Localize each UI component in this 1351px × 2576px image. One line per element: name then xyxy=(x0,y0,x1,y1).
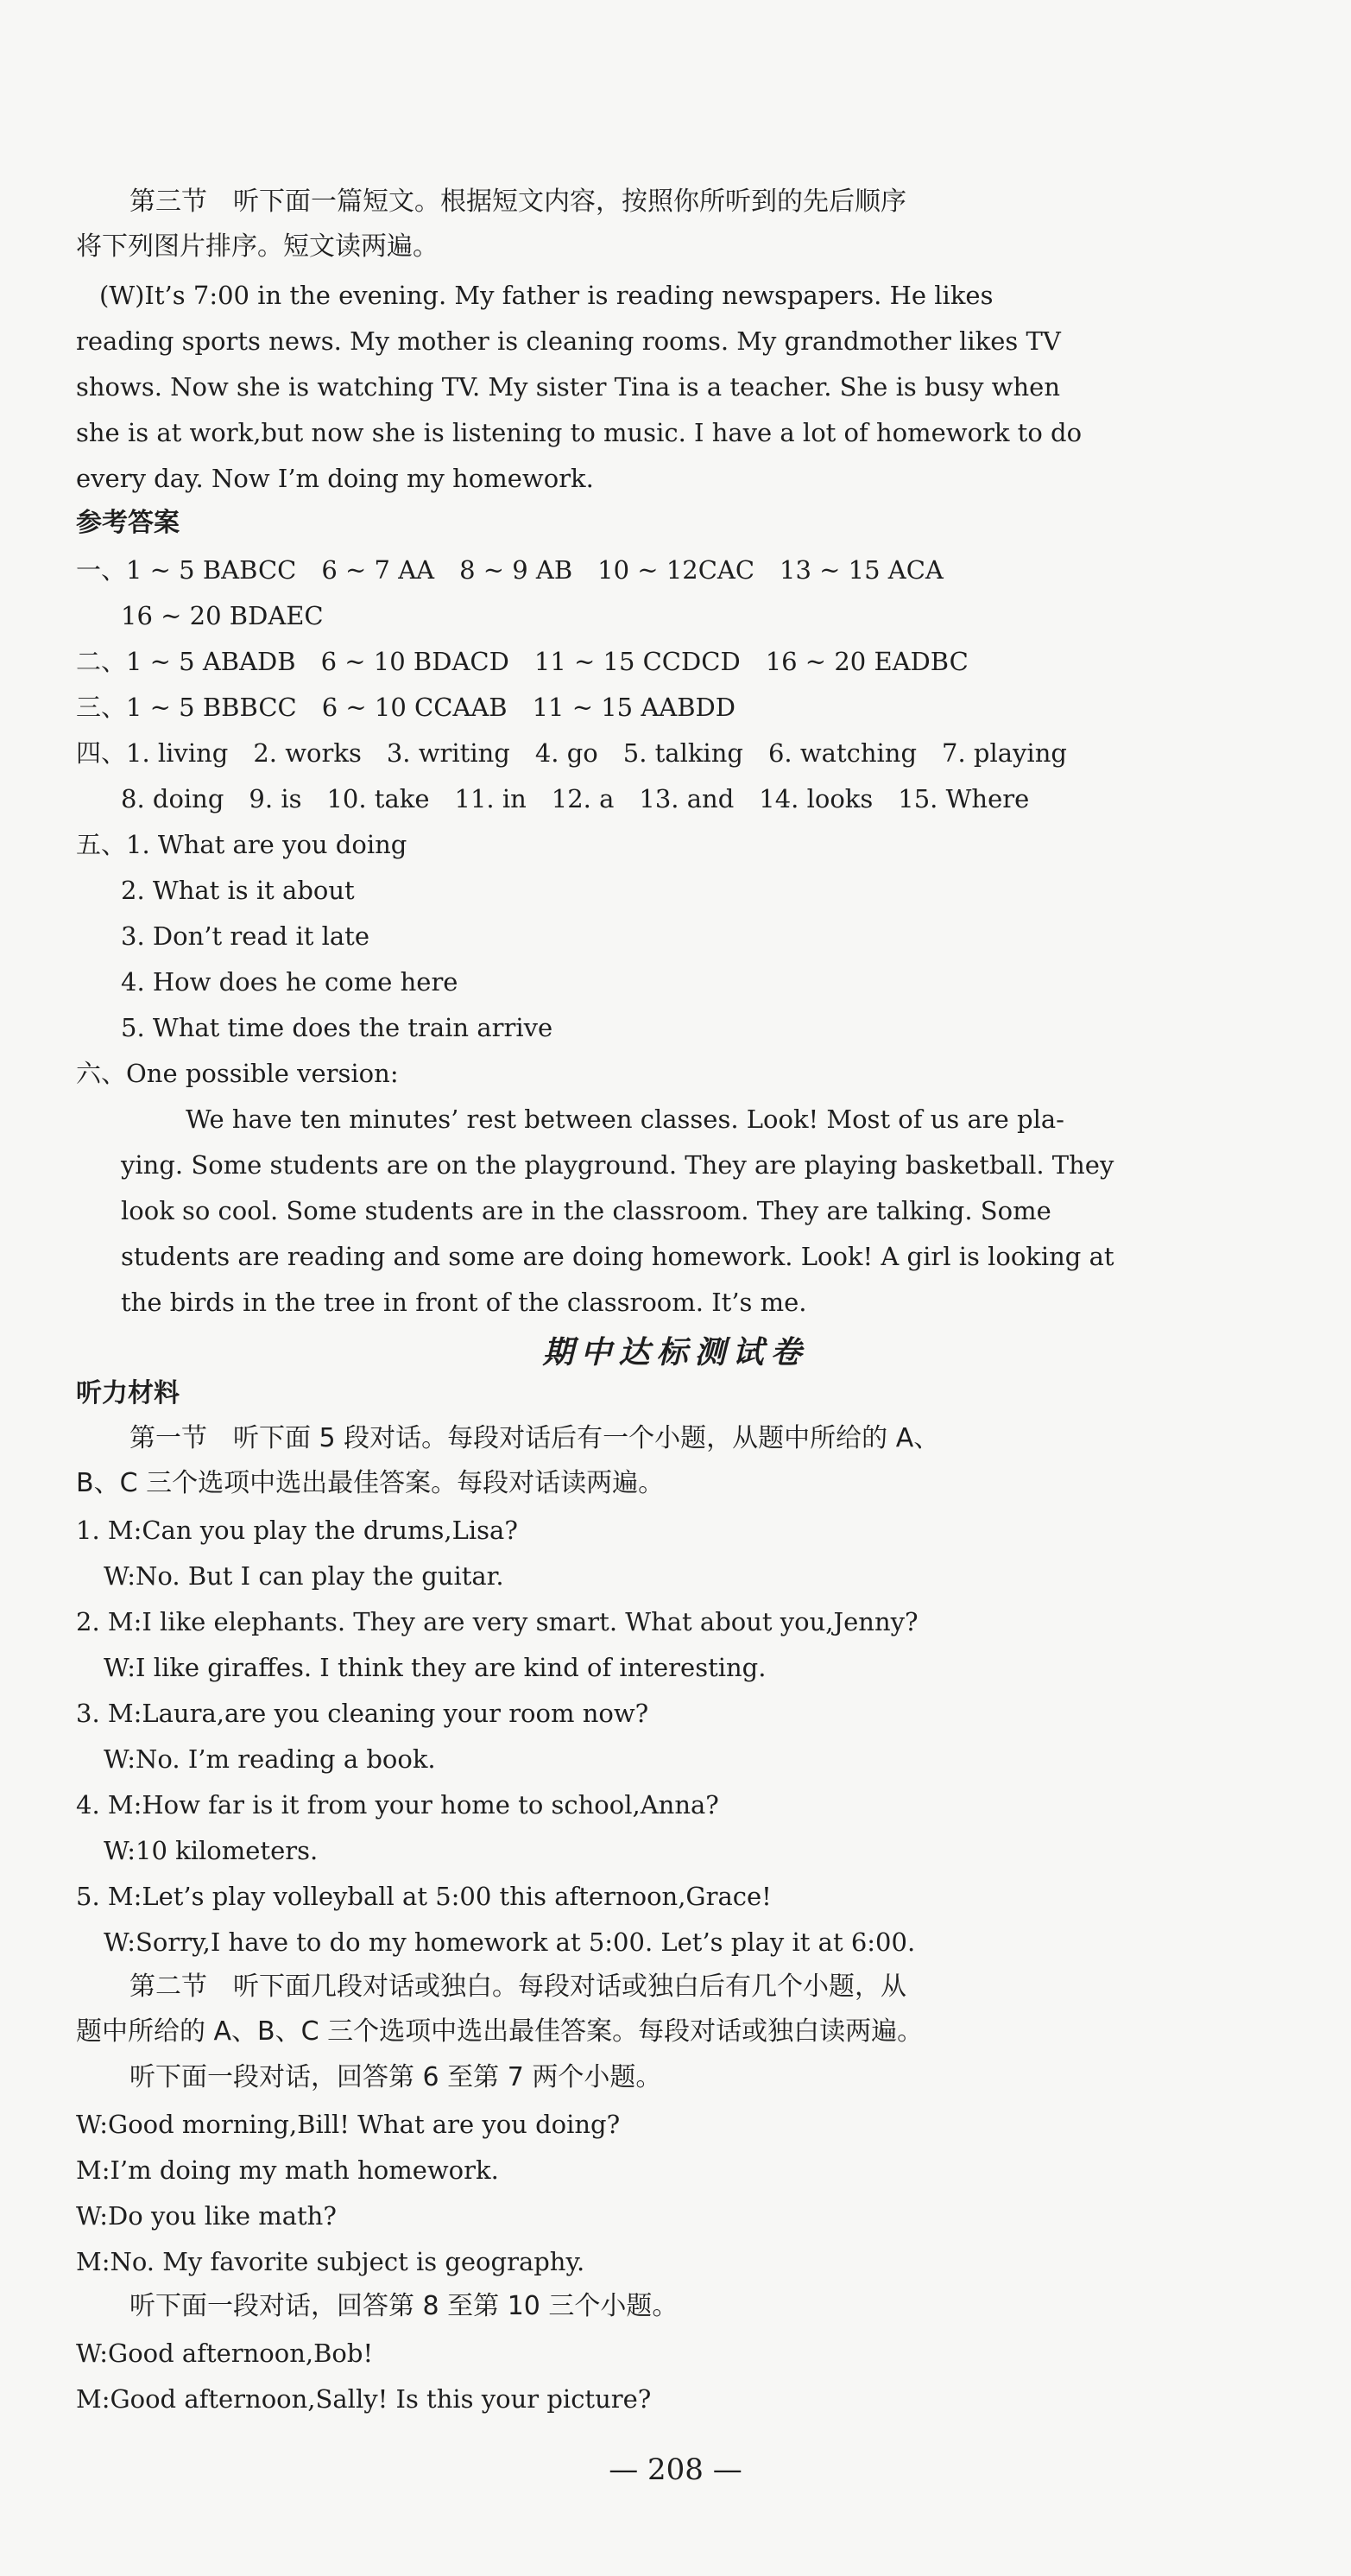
dialogue-line: 2. M:I like elephants. They are very smart. What about you,Jenny? xyxy=(76,1607,919,1636)
section3-heading-cont: 将下列图片排序。短文读两遍。 xyxy=(76,231,439,262)
dialogue-line: M:No. My favorite subject is geography. xyxy=(76,2247,585,2276)
answer-line: 3. Don’t read it late xyxy=(121,921,369,951)
essay-line: the birds in the tree in front of the classroom. It’s me. xyxy=(121,1288,807,1317)
passage-line: shows. Now she is watching TV. My sister Tina is a teacher. She is busy when xyxy=(76,372,1061,402)
answer-line: 2. What is it about xyxy=(121,876,355,905)
passage-line: reading sports news. My mother is cleaning rooms. My grandmother likes TV xyxy=(76,326,1061,356)
dialogue-line: 3. M:Laura,are you cleaning your room now? xyxy=(76,1699,649,1728)
dialogue-line: W:Good afternoon,Bob! xyxy=(76,2339,374,2368)
essay-line: ying. Some students are on the playground. They are playing basketball. They xyxy=(121,1150,1114,1180)
dialogue-line: 1. M:Can you play the drums,Lisa? xyxy=(76,1516,518,1545)
essay-line: look so cool. Some students are in the classroom. They are talking. Some xyxy=(121,1196,1051,1225)
listening-heading: 听力材料 xyxy=(76,1378,180,1408)
answer-line: 5. What time does the train arrive xyxy=(121,1013,553,1042)
answer-line: 一、1 ~ 5 BABCC 6 ~ 7 AA 8 ~ 9 AB 10 ~ 12CAC 13 ~ 15 ACA xyxy=(76,555,944,585)
midterm-title: 期中达标测试卷 xyxy=(542,1335,809,1370)
dialogue-line: M:I’m doing my math homework. xyxy=(76,2155,499,2185)
answer-line: 六、One possible version: xyxy=(76,1059,399,1088)
part2-heading-cont: 题中所给的 A、B、C 三个选项中选出最佳答案。每段对话或独白读两遍。 xyxy=(76,2016,924,2047)
answers-heading: 参考答案 xyxy=(76,508,180,538)
essay-line: students are reading and some are doing homework. Look! A girl is looking at xyxy=(121,1242,1114,1271)
dialogue-line: W:10 kilometers. xyxy=(104,1836,319,1865)
dialogue-line: W:Do you like math? xyxy=(76,2201,337,2231)
dialogue-line: 5. M:Let’s play volleyball at 5:00 this afternoon,Grace! xyxy=(76,1882,772,1911)
part2-heading: 第二节 听下面几段对话或独白。每段对话或独白后有几个小题，从 xyxy=(129,1972,906,2002)
dialogue-line: W:No. I’m reading a book. xyxy=(104,1744,436,1774)
part1-heading-cont: B、C 三个选项中选出最佳答案。每段对话读两遍。 xyxy=(76,1468,665,1498)
answer-line: 8. doing 9. is 10. take 11. in 12. a 13. and 14. looks 15. Where xyxy=(121,784,1030,813)
passage-line: she is at work,but now she is listening to music. I have a lot of homework to do xyxy=(76,418,1083,447)
answer-line: 16 ~ 20 BDAEC xyxy=(121,601,324,630)
part2-instruction: 听下面一段对话，回答第 8 至第 10 三个小题。 xyxy=(129,2291,679,2321)
answer-line: 五、1. What are you doing xyxy=(76,830,407,859)
dialogue-line: 4. M:How far is it from your home to school,Anna? xyxy=(76,1790,719,1820)
dialogue-line: W:Sorry,I have to do my homework at 5:00. Let’s play it at 6:00. xyxy=(104,1927,916,1957)
passage-line: (W)It’s 7:00 in the evening. My father is reading newspapers. He likes xyxy=(99,281,994,310)
section3-heading: 第三节 听下面一篇短文。根据短文内容，按照你所听到的先后顺序 xyxy=(129,187,906,217)
answer-line: 三、1 ~ 5 BBBCC 6 ~ 10 CCAAB 11 ~ 15 AABDD xyxy=(76,693,736,722)
passage-line: every day. Now I’m doing my homework. xyxy=(76,464,594,493)
page-number: — 208 — xyxy=(609,2453,742,2487)
dialogue-line: W:No. But I can play the guitar. xyxy=(104,1561,504,1591)
answer-line: 4. How does he come here xyxy=(121,967,458,997)
answer-line: 二、1 ~ 5 ABADB 6 ~ 10 BDACD 11 ~ 15 CCDCD 16 ~ 20 EADBC xyxy=(76,647,969,676)
essay-line: We have ten minutes’ rest between classes. Look! Most of us are pla- xyxy=(186,1104,1064,1134)
dialogue-line: W:Good morning,Bill! What are you doing? xyxy=(76,2110,621,2139)
part2-instruction: 听下面一段对话，回答第 6 至第 7 两个小题。 xyxy=(129,2062,662,2092)
dialogue-line: W:I like giraffes. I think they are kind of interesting. xyxy=(104,1653,767,1682)
dialogue-line: M:Good afternoon,Sally! Is this your picture? xyxy=(76,2384,652,2414)
part1-heading: 第一节 听下面 5 段对话。每段对话后有一个小题，从题中所给的 A、 xyxy=(129,1423,940,1453)
answer-line: 四、1. living 2. works 3. writing 4. go 5. talking 6. watching 7. playing xyxy=(76,738,1067,768)
